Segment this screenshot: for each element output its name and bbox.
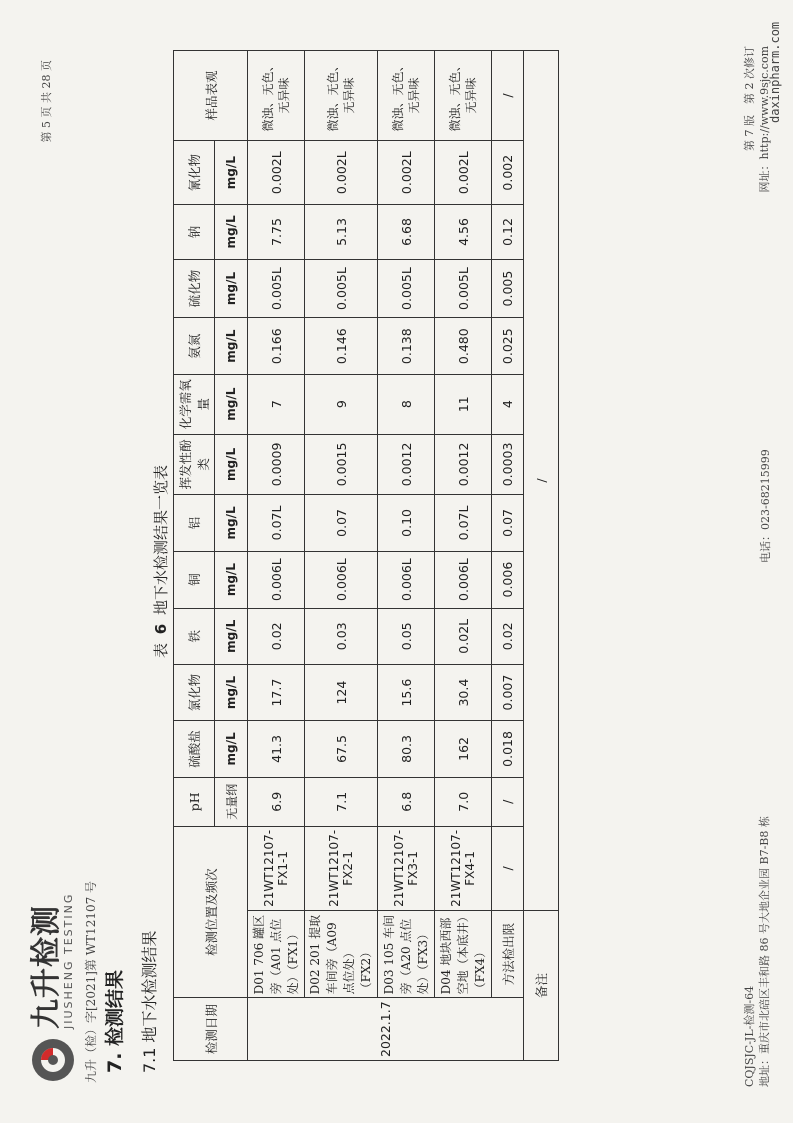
header-param: 铁 xyxy=(174,608,215,664)
sample-code: 21WT12107-FX1-1 xyxy=(248,826,305,910)
sample-code: 21WT12107-FX4-1 xyxy=(435,826,492,910)
value-cell: 9 xyxy=(305,374,378,434)
unit-cell: mg/L xyxy=(215,141,248,205)
page-number: 第 5 页 共 28 页 xyxy=(40,60,53,143)
detection-limit-code: / xyxy=(492,826,524,910)
unit-cell: mg/L xyxy=(215,551,248,608)
company-phone: 电话：023-68215999 xyxy=(759,449,772,563)
value-cell: 0.006L xyxy=(305,551,378,608)
detection-limit-value: 0.002 xyxy=(492,141,524,205)
value-cell: 0.0012 xyxy=(435,434,492,495)
detection-limit-value: 0.006 xyxy=(492,551,524,608)
unit-cell: mg/L xyxy=(215,495,248,551)
value-cell: 0.03 xyxy=(305,608,378,664)
detection-limit-value: 0.02 xyxy=(492,608,524,664)
header-param: 化学需氧量 xyxy=(174,374,215,434)
header-param: pH xyxy=(174,777,215,826)
value-cell: 6.8 xyxy=(378,777,435,826)
header-location: 检测位置及频次 xyxy=(174,826,248,997)
table-row xyxy=(305,51,378,1061)
value-cell: 0.138 xyxy=(378,318,435,374)
value-cell: 11 xyxy=(435,374,492,434)
detection-limit-value: 4 xyxy=(492,374,524,434)
value-cell: 0.005L xyxy=(248,259,305,318)
sample-code: 21WT12107-FX2-1 xyxy=(305,826,378,910)
value-cell: 0.006L xyxy=(435,551,492,608)
value-cell: 0.005L xyxy=(378,259,435,318)
value-cell: 0.05 xyxy=(378,608,435,664)
header-param: 硫化物 xyxy=(174,259,215,318)
value-cell: 0.006L xyxy=(378,551,435,608)
value-cell: 124 xyxy=(305,664,378,720)
value-cell: 0.0009 xyxy=(248,434,305,495)
table-row xyxy=(248,51,305,1061)
unit-cell: mg/L xyxy=(215,434,248,495)
table-row xyxy=(435,51,492,1061)
value-cell: 0.146 xyxy=(305,318,378,374)
location-cell: D03 105 车间旁（A20 点位处）（FX3） xyxy=(378,910,435,997)
detection-limit-value: 0.07 xyxy=(492,495,524,551)
value-cell: 41.3 xyxy=(248,721,305,777)
detection-limit-label: 方法检出限 xyxy=(492,910,524,997)
company-logo-icon xyxy=(30,1037,76,1083)
groundwater-results-table xyxy=(173,50,559,1061)
value-cell: 0.07 xyxy=(305,495,378,551)
value-cell: 7.0 xyxy=(435,777,492,826)
value-cell: 0.002L xyxy=(305,141,378,205)
value-cell: 5.13 xyxy=(305,205,378,259)
value-cell: 7.1 xyxy=(305,777,378,826)
value-cell: 0.02L xyxy=(435,608,492,664)
unit-cell: 无量纲 xyxy=(215,777,248,826)
edition-info: 第 7 版 第 2 次修订 xyxy=(743,46,756,151)
unit-cell: mg/L xyxy=(215,664,248,720)
detection-limit-value: 0.0003 xyxy=(492,434,524,495)
appearance-cell: 微浊、无色、无异味 xyxy=(248,51,305,141)
header-param: 铜 xyxy=(174,551,215,608)
company-address: 地址：重庆市北碚区丰和路 86 号大地企业园 B7-B8 栋 xyxy=(758,816,771,1087)
header-param: 钠 xyxy=(174,205,215,259)
remark-label: 备注 xyxy=(524,910,559,1060)
value-cell: 0.10 xyxy=(378,495,435,551)
detection-limit-value: 0.025 xyxy=(492,318,524,374)
unit-cell: mg/L xyxy=(215,318,248,374)
section-title: 7. 检测结果 xyxy=(104,969,126,1073)
unit-cell: mg/L xyxy=(215,205,248,259)
value-cell: 0.07L xyxy=(435,495,492,551)
header-param: 铝 xyxy=(174,495,215,551)
value-cell: 7.75 xyxy=(248,205,305,259)
value-cell: 0.166 xyxy=(248,318,305,374)
report-number: 九升（检）字[2021]第 WT12107 号 xyxy=(84,880,98,1083)
table-row xyxy=(378,51,435,1061)
detection-limit-value: 0.12 xyxy=(492,205,524,259)
value-cell: 67.5 xyxy=(305,721,378,777)
sample-code: 21WT12107-FX3-1 xyxy=(378,826,435,910)
caption-text: 地下水检测结果一览表 xyxy=(152,464,170,615)
value-cell: 15.6 xyxy=(378,664,435,720)
source-watermark: daxinpharm.com xyxy=(768,21,782,123)
value-cell: 0.07L xyxy=(248,495,305,551)
footer-left xyxy=(742,816,772,1087)
value-cell: 0.02 xyxy=(248,608,305,664)
value-cell: 17.7 xyxy=(248,664,305,720)
location-cell: D02 201 提取车间旁（A09 点位处）（FX2） xyxy=(305,910,378,997)
remark-value: / xyxy=(524,51,559,911)
section-subtitle: 7.1 地下水检测结果 xyxy=(140,930,159,1073)
unit-cell: mg/L xyxy=(215,721,248,777)
value-cell: 0.005L xyxy=(305,259,378,318)
value-cell: 0.0012 xyxy=(378,434,435,495)
value-cell: 30.4 xyxy=(435,664,492,720)
detection-limit-value: / xyxy=(492,777,524,826)
header-date: 检测日期 xyxy=(174,998,248,1061)
appearance-cell: 微浊、无色、无异味 xyxy=(305,51,378,141)
logo-english-name: JIUSHENG TESTING xyxy=(61,892,75,1029)
value-cell: 0.002L xyxy=(435,141,492,205)
unit-cell: mg/L xyxy=(215,608,248,664)
value-cell: 6.68 xyxy=(378,205,435,259)
detection-limit-value: 0.007 xyxy=(492,664,524,720)
header-param: 氯化物 xyxy=(174,664,215,720)
logo-chinese-name: 九升检测 xyxy=(28,905,64,1029)
location-cell: D01 706 罐区旁（A01 点位处）（FX1） xyxy=(248,910,305,997)
form-number: CQJSJC-JL-检测-64 xyxy=(743,985,756,1087)
value-cell: 8 xyxy=(378,374,435,434)
value-cell: 4.56 xyxy=(435,205,492,259)
header-param: 氨氮 xyxy=(174,318,215,374)
table-caption xyxy=(150,0,171,1123)
detection-limit-value: 0.018 xyxy=(492,721,524,777)
header-param: 挥发性酚类 xyxy=(174,434,215,495)
company-logo xyxy=(30,881,76,1083)
value-cell: 0.0015 xyxy=(305,434,378,495)
value-cell: 0.005L xyxy=(435,259,492,318)
unit-cell: mg/L xyxy=(215,259,248,318)
detection-limit-value: 0.005 xyxy=(492,259,524,318)
value-cell: 7 xyxy=(248,374,305,434)
caption-prefix: 表 xyxy=(152,643,170,659)
header-appearance: 样品表观 xyxy=(174,51,248,141)
value-cell: 0.006L xyxy=(248,551,305,608)
detection-limit-appearance: / xyxy=(492,51,524,141)
appearance-cell: 微浊、无色、无异味 xyxy=(435,51,492,141)
company-website: 网址：http://www.9sjc.com xyxy=(758,46,771,193)
unit-cell: mg/L xyxy=(215,374,248,434)
value-cell: 162 xyxy=(435,721,492,777)
detection-limit-row xyxy=(492,51,524,1061)
value-cell: 0.002L xyxy=(248,141,305,205)
value-cell: 0.002L xyxy=(378,141,435,205)
header-param: 硫酸盐 xyxy=(174,721,215,777)
appearance-cell: 微浊、无色、无异味 xyxy=(378,51,435,141)
header-param: 氰化物 xyxy=(174,141,215,205)
sampling-date: 2022.1.7 xyxy=(248,998,524,1061)
value-cell: 80.3 xyxy=(378,721,435,777)
remark-row xyxy=(524,51,559,1061)
caption-number: 6 xyxy=(152,623,170,635)
value-cell: 0.480 xyxy=(435,318,492,374)
value-cell: 6.9 xyxy=(248,777,305,826)
location-cell: D04 地块西部空地（本底井）（FX4） xyxy=(435,910,492,997)
report-header xyxy=(30,881,99,1083)
